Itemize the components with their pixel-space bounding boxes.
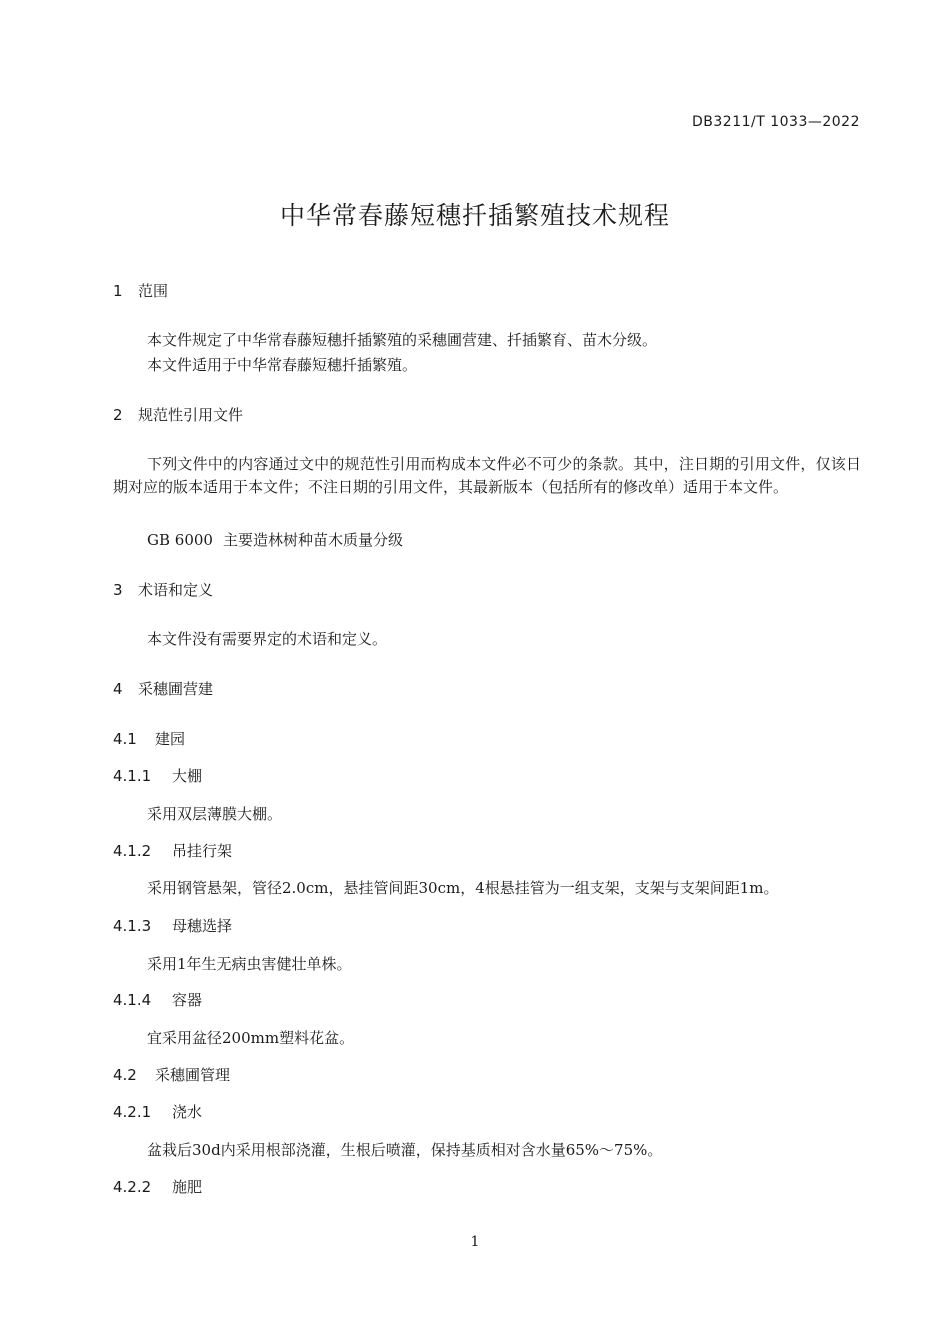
section-4-2-heading (113, 1064, 230, 1085)
section-4-1-1-paragraph: 采用双层薄膜大棚。 (147, 805, 283, 823)
section-number: 4 (113, 680, 123, 698)
section-number: 4.1.2 (113, 842, 152, 860)
section-4-2-1-heading (113, 1101, 202, 1122)
page-number: 1 (470, 1234, 480, 1250)
section-4-1-2-heading (113, 840, 232, 861)
section-4-2-1-paragraph: 盆栽后30d内采用根部浇灌，生根后喷灌，保持基质相对含水量65%～75%。 (147, 1141, 663, 1159)
section-title: 采穗圃管理 (155, 1066, 231, 1084)
section-1-paragraph-1: 本文件规定了中华常春藤短穗扦插繁殖的采穗圃营建、扦插繁育、苗木分级。 (147, 331, 658, 349)
section-4-1-1-heading (113, 765, 202, 786)
section-title: 范围 (138, 282, 169, 300)
section-number: 1 (113, 282, 123, 300)
section-2-heading (113, 404, 243, 425)
section-title: 建园 (155, 730, 186, 748)
section-number: 4.1.4 (113, 991, 152, 1009)
section-number: 4.2.2 (113, 1178, 152, 1196)
section-3-paragraph: 本文件没有需要界定的术语和定义。 (147, 630, 388, 648)
reference-code: GB 6000 (147, 531, 213, 549)
section-title: 规范性引用文件 (138, 406, 244, 424)
section-title: 施肥 (172, 1178, 203, 1196)
section-number: 2 (113, 406, 123, 424)
section-4-1-3-paragraph: 采用1年生无病虫害健壮单株。 (147, 955, 352, 973)
section-2-paragraph: 下列文件中的内容通过文中的规范性引用而构成本文件必不可少的条款。其中，注日期的引用文件，仅该日期对应的版本适用于本文件；不注日期的引用文件，其最新版本（包括所有的修改单）适用于本文件。 (113, 455, 861, 496)
section-1-paragraph-2: 本文件适用于中华常春藤短穗扦插繁殖。 (147, 356, 418, 374)
section-number: 4.1.1 (113, 767, 152, 785)
reference-title: 主要造林树种苗木质量分级 (223, 531, 404, 549)
section-4-1-4-paragraph: 宜采用盆径200mm塑料花盆。 (147, 1029, 355, 1047)
section-title: 浇水 (172, 1103, 203, 1121)
section-number: 4.2 (113, 1066, 137, 1084)
section-title: 母穗选择 (172, 917, 233, 935)
normative-reference (147, 529, 403, 550)
section-title: 容器 (172, 991, 203, 1009)
section-number: 4.1 (113, 730, 137, 748)
section-number: 4.2.1 (113, 1103, 152, 1121)
section-4-1-3-heading (113, 915, 232, 936)
section-title: 吊挂行架 (172, 842, 233, 860)
section-number: 3 (113, 581, 123, 599)
section-4-1-heading (113, 728, 185, 749)
document-title: 中华常春藤短穗扦插繁殖技术规程 (279, 201, 670, 230)
section-4-1-4-heading (113, 989, 202, 1010)
section-4-2-2-heading (113, 1176, 202, 1197)
section-title: 大棚 (172, 767, 203, 785)
section-3-heading (113, 579, 213, 600)
section-number: 4.1.3 (113, 917, 152, 935)
section-title: 采穗圃营建 (138, 680, 214, 698)
section-4-heading (113, 678, 213, 699)
section-1-heading (113, 280, 168, 301)
section-4-1-2-paragraph: 采用钢管悬架，管径2.0cm，悬挂管间距30cm，4根悬挂管为一组支架，支架与支架间距1m。 (147, 879, 779, 897)
standard-code: DB3211/T 1033—2022 (692, 114, 860, 130)
section-title: 术语和定义 (138, 581, 214, 599)
